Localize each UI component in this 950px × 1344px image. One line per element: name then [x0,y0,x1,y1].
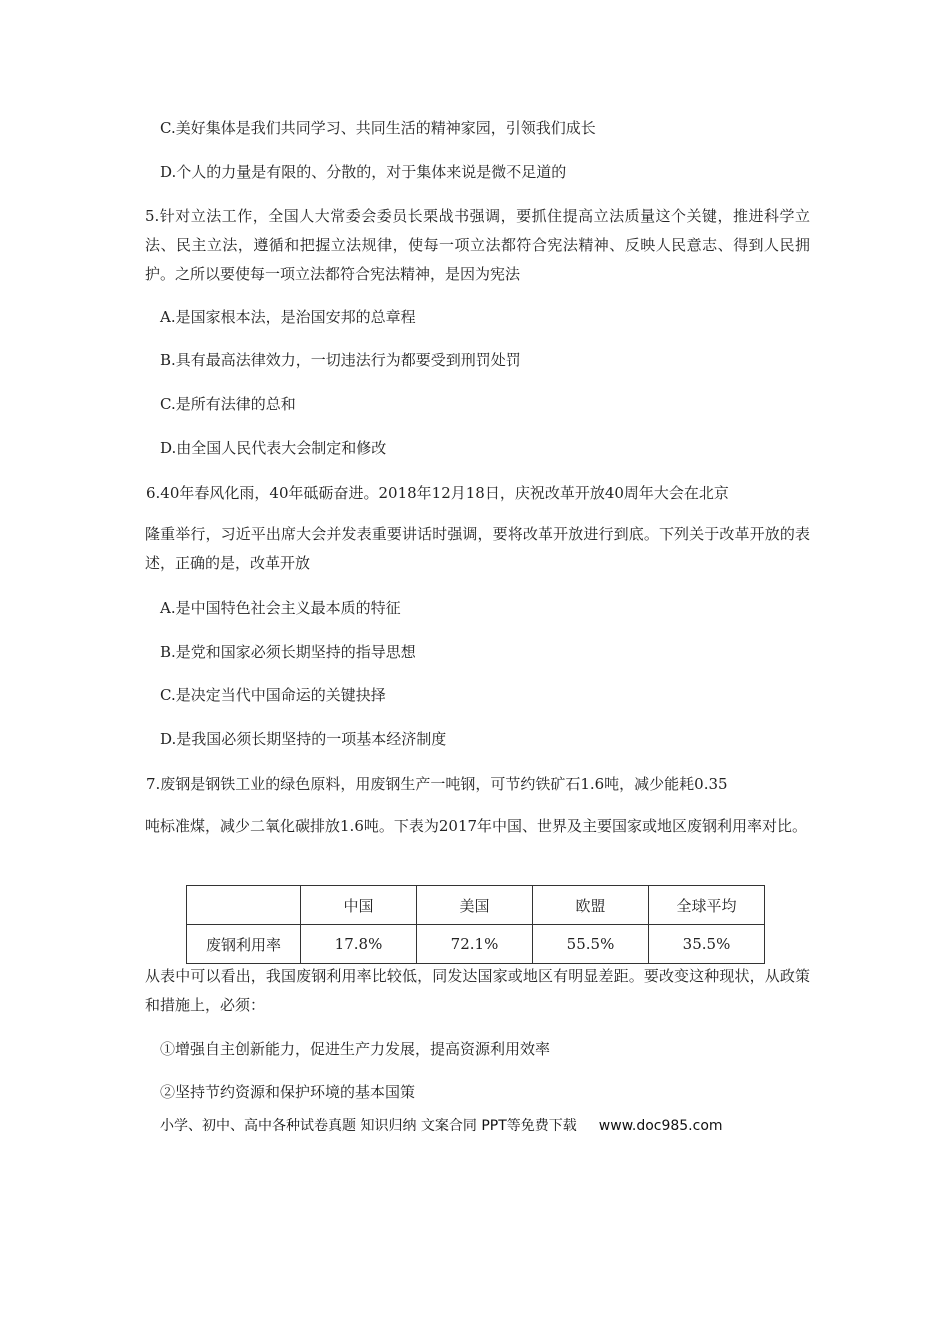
table-header-cell: 全球平均 [649,886,765,925]
q7-after-table: 从表中可以看出，我国废钢利用率比较低，同发达国家或地区有明显差距。要改变这种现状，从政策和措施上，必须： [145,967,810,1014]
q4-option-d: D.个人的力量是有限的、分散的，对于集体来说是微不足道的 [160,163,567,181]
table-cell: 17.8% [301,925,417,964]
scrap-steel-table [186,885,765,964]
table-header-cell: 中国 [301,886,417,925]
table-header-cell: 欧盟 [533,886,649,925]
q5-stem: 5.针对立法工作，全国人大常委会委员长栗战书强调，要抓住提高立法质量这个关键，推进科学立法、民主立法，遵循和把握立法规律，使每一项立法都符合宪法精神、反映人民意志、得到人民拥护。之所以要使每一项立法都符合宪法精神，是因为宪法 [145,207,810,283]
q6-option-c: C.是决定当代中国命运的关键抉择 [160,686,386,704]
q5-option-a: A.是国家根本法，是治国安邦的总章程 [160,308,416,326]
table-header-cell [187,886,301,925]
q4-option-c: C.美好集体是我们共同学习、共同生活的精神家园，引领我们成长 [160,119,596,137]
footer-text: 小学、初中、高中各种试卷真题 知识归纳 文案合同 PPT等免费下载 [160,1118,577,1134]
table-cell: 35.5% [649,925,765,964]
table-row-label: 废钢利用率 [187,925,301,964]
table-header-row [187,886,765,925]
q6-option-b: B.是党和国家必须长期坚持的指导思想 [160,643,416,661]
q6-stem-line1: 6.40年春风化雨，40年砥砺奋进。2018年12月18日，庆祝改革开放40周年大会在北京 [146,484,729,502]
q7-item-2: ②坚持节约资源和保护环境的基本国策 [160,1083,416,1101]
q5-option-d: D.由全国人民代表大会制定和修改 [160,439,387,457]
table-row [187,925,765,964]
footer-url: www.doc985.com [598,1118,723,1134]
table-cell: 72.1% [417,925,533,964]
q7-stem-rest: 吨标准煤，减少二氧化碳排放1.6吨。下表为2017年中国、世界及主要国家或地区废钢利用率对比。 [145,817,808,835]
table-cell: 55.5% [533,925,649,964]
q6-stem-rest: 隆重举行，习近平出席大会并发表重要讲话时强调，要将改革开放进行到底。下列关于改革开放的表述，正确的是，改革开放 [145,525,810,572]
q6-option-a: A.是中国特色社会主义最本质的特征 [160,599,401,617]
footer [160,1115,723,1135]
table-header-cell: 美国 [417,886,533,925]
q6-option-d: D.是我国必须长期坚持的一项基本经济制度 [160,730,447,748]
q7-item-1: ①增强自主创新能力，促进生产力发展，提高资源利用效率 [160,1040,551,1058]
q5-option-c: C.是所有法律的总和 [160,395,296,413]
q5-option-b: B.具有最高法律效力，一切违法行为都要受到刑罚处罚 [160,351,521,369]
q7-stem-line1: 7.废钢是钢铁工业的绿色原料，用废钢生产一吨钢，可节约铁矿石1.6吨，减少能耗0.35 [146,775,728,793]
